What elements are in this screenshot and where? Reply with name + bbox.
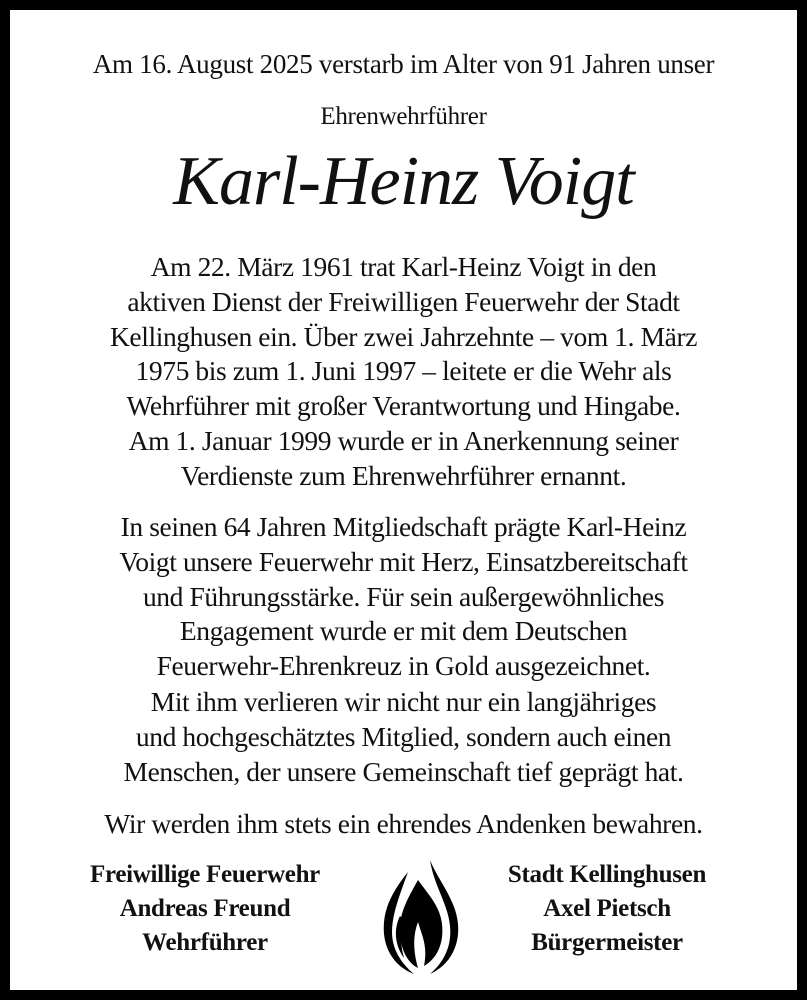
paragraph-remembrance [30,807,777,842]
signature-organization: Stadt Kellinghusen [507,861,707,888]
signature-town [457,858,757,960]
text-line: Wehrführer mit großer Verantwortung und Hingabe. [126,390,681,422]
signature-position: Bürgermeister [531,929,683,956]
text-line: Engagement wurde er mit dem Deutschen [179,615,628,647]
text-line: 1975 bis zum 1. Juni 1997 – leitete er die Wehr als [135,355,672,387]
text-line: In seinen 64 Jahren Mitgliedschaft prägte Karl-Heinz [120,511,687,542]
text-line: Menschen, der unsere Gemeinschaft tief geprägt hat. [123,755,684,787]
flame-icon [378,858,462,976]
text-line: und Führungsstärke. Für sein außergewöhnliches [142,580,665,612]
intro-text: Am 16. August 2025 verstarb im Alter von 91 Jahren unser [92,49,715,79]
signature-organization: Freiwillige Feuerwehr [90,861,320,888]
text-line: Feuerwehr-Ehrenkreuz in Gold ausgezeichnet. [156,650,651,682]
signature-person: Axel Pietsch [543,895,671,922]
paragraph-career [30,250,777,494]
text-line: Wir werden ihm stets ein ehrendes Andenken bewahren. [104,808,703,839]
honorary-title: Ehrenwehrführer [320,103,487,130]
obituary-notice [10,10,797,990]
deceased-name: Karl-Heinz Voigt [173,143,634,220]
text-line: Mit ihm verlieren wir nicht nur ein langjähriges [150,686,657,717]
text-line: aktiven Dienst der Freiwilligen Feuerwehr der Stadt [127,285,680,317]
text-line: und hochgeschätztes Mitglied, sondern auch einen [135,720,672,752]
paragraph-loss [30,685,777,789]
text-line: Am 1. Januar 1999 wurde er in Anerkennung seiner [128,424,679,456]
signature-person: Andreas Freund [119,895,291,922]
paragraph-membership [30,510,777,684]
text-line: Verdienste zum Ehrenwehrführer ernannt. [180,459,627,491]
text-line: Am 22. März 1961 trat Karl-Heinz Voigt in den [150,251,657,282]
signature-fire-brigade [55,858,355,960]
text-line: Voigt unsere Feuerwehr mit Herz, Einsatzbereitschaft [119,545,688,577]
text-line: Kellinghusen ein. Über zwei Jahrzehnte – vom 1. März [109,320,698,352]
signature-position: Wehrführer [142,929,268,956]
